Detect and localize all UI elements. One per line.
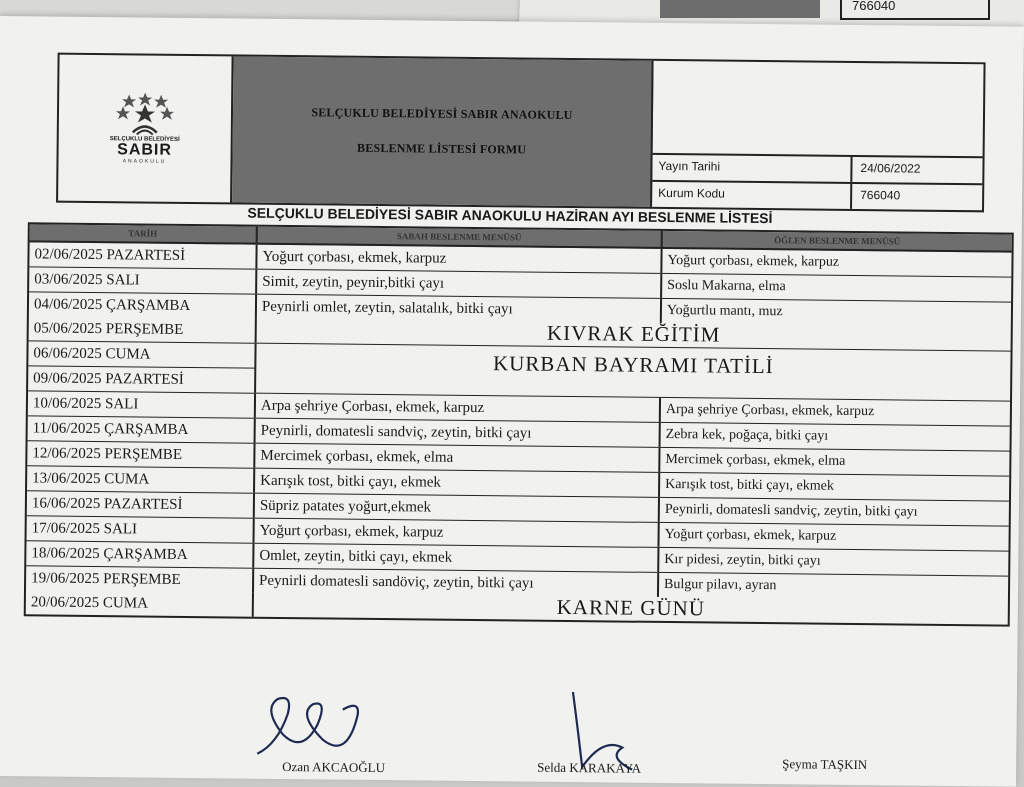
report-card-day: KARNE GÜNÜ (556, 594, 706, 621)
header-title-line2: BESLENME LİSTESİ FORMU (357, 140, 527, 157)
institution-code-row (652, 180, 982, 210)
row-date: 19/06/2025 PERŞEMBE (26, 566, 254, 592)
header-title-block (232, 56, 654, 206)
row-date: 10/06/2025 SALI (28, 391, 256, 417)
form-header (56, 53, 986, 213)
signature-right-name: Şeyma TAŞKIN (782, 756, 868, 773)
row-date: 20/06/2025 CUMA (26, 590, 254, 616)
row-date: 17/06/2025 SALI (27, 516, 255, 542)
logo-brand: SABIR (117, 141, 173, 159)
header-morning: SABAH BESLENME MENÜSÜ (258, 227, 663, 247)
menu-table (24, 222, 1014, 626)
stars-logo-icon (115, 92, 175, 137)
row-morning-menu: Peynirli, domatesli sandviç, zeytin, bitki çayı (256, 419, 661, 447)
logo-line2: ANAOKULU (122, 158, 167, 165)
row-morning-menu: Omlet, zeytin, bitki çayı, ekmek (254, 544, 659, 572)
row-date: 13/06/2025 CUMA (27, 466, 255, 492)
row-date: 04/06/2025 ÇARŞAMBA (29, 292, 257, 318)
document-page (0, 16, 1024, 787)
row-noon-menu: Mercimek çorbası, ekmek, elma (665, 451, 846, 469)
holiday-date-2: 09/06/2025 PAZARTESİ (33, 370, 184, 388)
row-morning-menu: Süpriz patates yoğurt,ekmek (255, 494, 660, 522)
institution-code-label: Kurum Kodu (652, 182, 852, 209)
row-date: 18/06/2025 ÇARŞAMBA (26, 541, 254, 567)
row-morning-menu: Peynirli domatesli sandöviç, zeytin, bitki çayı (254, 569, 659, 597)
publish-date-label: Yayın Tarihi (652, 155, 852, 182)
underlying-sheet-header-band (660, 0, 820, 18)
school-logo (58, 55, 234, 203)
row-morning-menu: Karışık tost, bitki çayı, ekmek (255, 469, 660, 497)
row-noon-menu: Peynirli, domatesli sandviç, zeytin, bitki çayı (664, 501, 918, 520)
row-morning-menu: Yoğurt çorbası, ekmek, karpuz (257, 245, 662, 273)
row-morning-menu: Yoğurt çorbası, ekmek, karpuz (254, 519, 659, 547)
row-noon-menu: Kır pidesi, zeytin, bitki çayı (664, 551, 821, 569)
header-meta (652, 61, 984, 210)
row-noon-menu: Karışık tost, bitki çayı, ekmek (665, 476, 834, 494)
publish-date-row (652, 153, 982, 183)
row-morning-menu: Mercimek çorbası, ekmek, elma (255, 444, 660, 472)
list-title: SELÇUKLU BELEDİYESİ SABIR ANAOKULU HAZİRAN AYI BESLENME LİSTESİ (247, 204, 773, 227)
row-noon-menu: Zebra kek, poğaça, bitki çayı (665, 426, 829, 444)
special-event: KIVRAK EĞİTİM (546, 320, 721, 347)
row-noon-menu: Yoğurt çorbası, ekmek, karpuz (667, 253, 840, 270)
header-date: TARİH (30, 224, 258, 242)
underlying-sheet-code: 766040 (840, 0, 990, 20)
row-morning-menu: Peynirli omlet, zeytin, salatalık, bitki çayı (257, 295, 662, 323)
row-noon-menu: Arpa şehriye Çorbası, ekmek, karpuz (665, 401, 875, 420)
row-date: 16/06/2025 PAZARTESİ (27, 491, 255, 517)
row-noon-menu: Bulgur pilavı, ayran (664, 576, 777, 594)
row-noon-menu: Yoğurtlu mantı, muz (666, 303, 783, 320)
row-date: 02/06/2025 PAZARTESİ (29, 242, 257, 268)
header-title-line1: SELÇUKLU BELEDİYESİ SABIR ANAOKULU (311, 105, 573, 123)
signature-left-scribble (247, 684, 368, 765)
row-date: 05/06/2025 PERŞEMBE (29, 316, 257, 342)
row-date: 03/06/2025 SALI (29, 267, 257, 293)
row-date: 12/06/2025 PERŞEMBE (27, 441, 255, 467)
header-noon: ÖĞLEN BESLENME MENÜSÜ (774, 235, 901, 247)
signature-middle-name: Selda KARAKAYA (537, 759, 642, 776)
publish-date-value: 24/06/2022 (860, 161, 921, 176)
row-morning-menu: Arpa şehriye Çorbası, ekmek, karpuz (256, 394, 661, 422)
row-noon-menu: Yoğurt çorbası, ekmek, karpuz (664, 526, 837, 544)
holiday-date-1: 06/06/2025 CUMA (28, 341, 254, 368)
institution-code-value: 766040 (860, 188, 901, 203)
row-date: 11/06/2025 ÇARŞAMBA (28, 416, 256, 442)
holiday-label: KURBAN BAYRAMI TATİLİ (492, 351, 774, 379)
row-noon-menu: Soslu Makarna, elma (667, 278, 786, 295)
signature-left-name: Ozan AKCAOĞLU (282, 758, 386, 776)
row-morning-menu: Simit, zeytin, peynir,bitki çayı (257, 270, 662, 298)
logo-line1: SELÇUKLU BELEDİYESİ (109, 136, 180, 143)
